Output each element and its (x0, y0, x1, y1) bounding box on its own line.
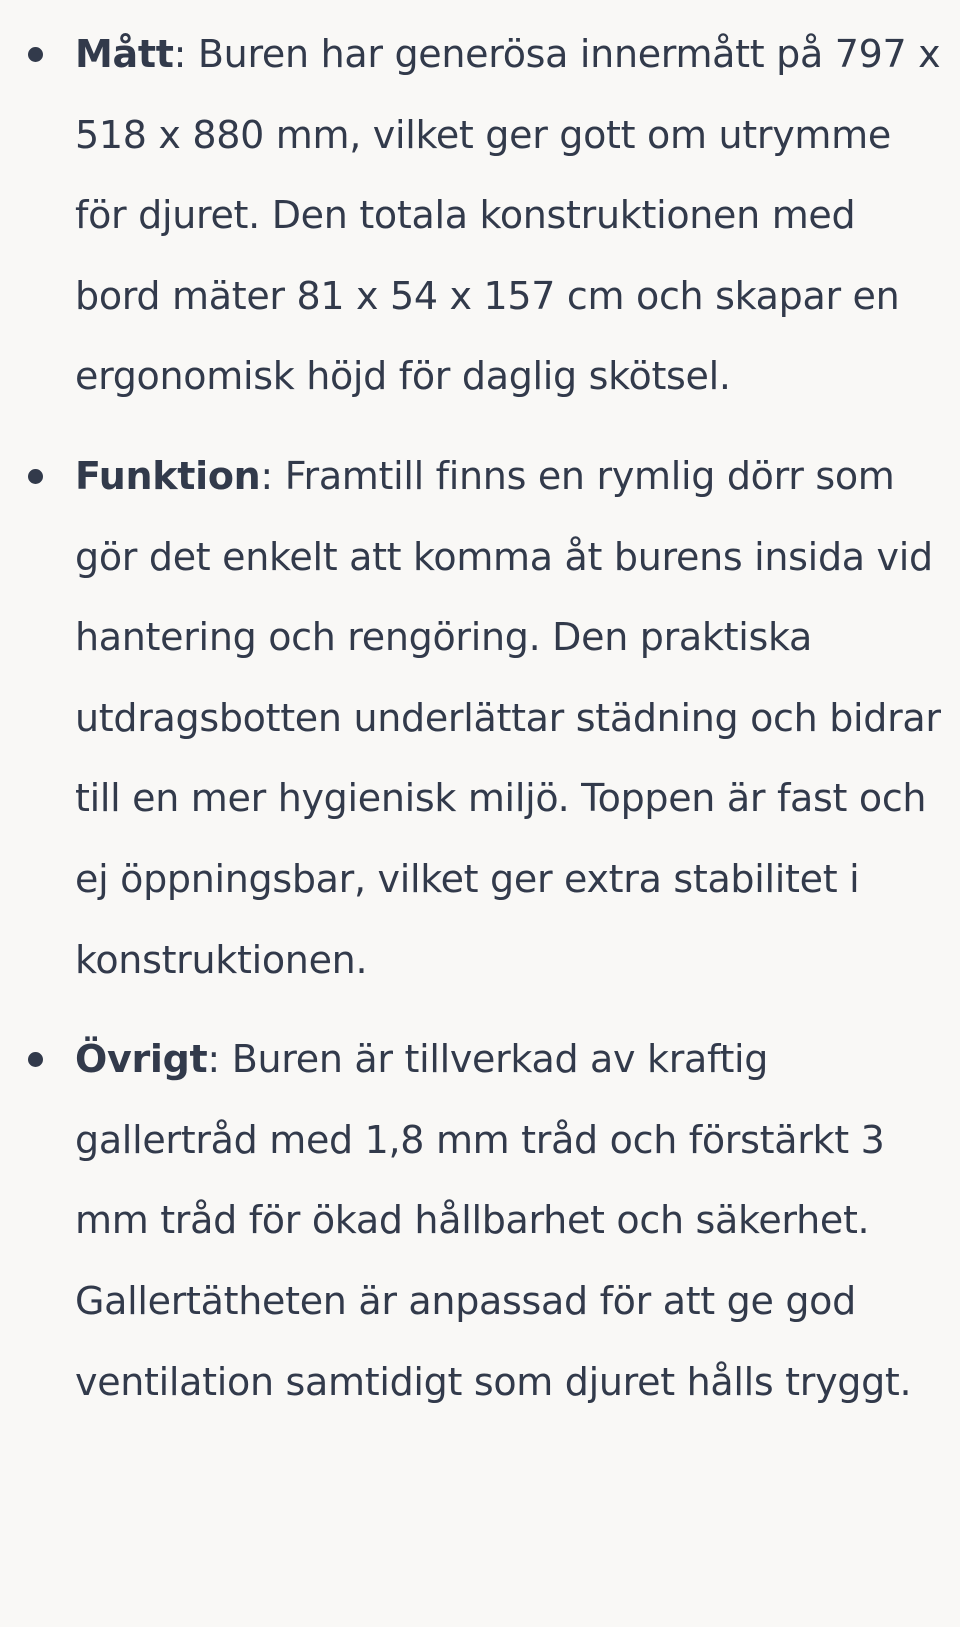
bullet-icon (28, 1052, 43, 1067)
bullet-icon (28, 47, 43, 62)
spec-list (0, 14, 960, 1441)
list-item-ovrigt (0, 1019, 960, 1422)
list-item-text: Buren har generösa innermått på 797 x 518 x 880 mm, vilket ger gott om utrymme för djuret. Den totala konstruktionen med bord mäter 81 x 54 x 157 cm och skapar en ergonomisk höjd för daglig skötsel. (75, 32, 941, 399)
term-separator: : (207, 1037, 220, 1082)
list-item-text: Buren är tillverkad av kraftig gallertråd med 1,8 mm tråd och förstärkt 3 mm tråd för ökad hållbarhet och säkerhet. Gallertätheten är anpassad för att ge god ventilation samtidigt som djuret hålls tryggt. (75, 1037, 912, 1404)
list-item-funktion (0, 436, 960, 1000)
list-item-text: Framtill finns en rymlig dörr som gör det enkelt att komma åt burens insida vid hantering och rengöring. Den praktiska utdragsbotten underlättar städning och bidrar till en mer hygienisk miljö. Toppen är fast och ej öppningsbar, vilket ger extra stabilitet i konstruktionen. (75, 453, 941, 982)
bullet-icon (28, 469, 43, 484)
list-item-term: Funktion (75, 453, 261, 498)
term-separator: : (173, 32, 187, 76)
list-item-term: Mått (75, 32, 174, 76)
term-separator: : (260, 453, 273, 498)
list-item-term: Övrigt (75, 1037, 208, 1082)
list-item-matt (0, 14, 960, 417)
